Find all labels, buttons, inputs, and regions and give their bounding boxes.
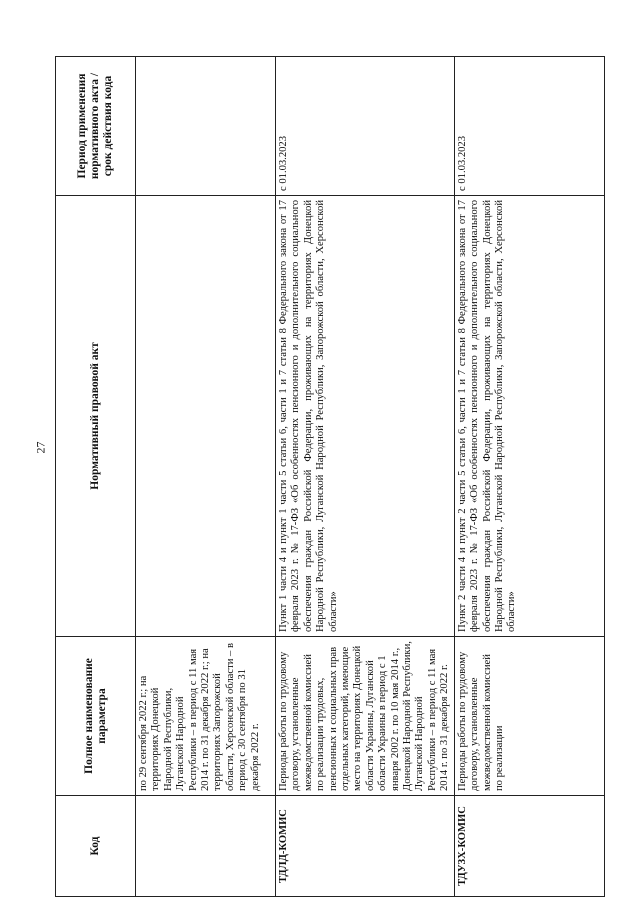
header-act: Нормативный правовой акт bbox=[56, 196, 136, 637]
row-code bbox=[136, 796, 276, 897]
row-name: Периоды работы по трудовому договору, установленные межведомственной комиссией по реализации bbox=[454, 637, 604, 796]
row-code: ТДУЗХ-КОМИС bbox=[454, 796, 604, 897]
table-header-row bbox=[56, 57, 136, 897]
header-code: Код bbox=[56, 796, 136, 897]
row-act: Пункт 2 части 4 и пункт 2 части 5 статьи 6, части 1 и 7 статьи 8 Федерального закона от 17 февраля 2023 г. № 17-ФЗ «Об особенностях пенсионного и дополнительного социального обеспечения граждан Российской Федерации, проживающих на территориях Донецкой Народной Республики, Луганской Народной Республики, Запорожской области, Херсонской области» bbox=[454, 196, 604, 637]
table-row bbox=[454, 57, 604, 897]
rotated-page bbox=[55, 57, 585, 897]
header-period: Период применения нормативного акта / срок действия кода bbox=[56, 57, 136, 196]
table-row bbox=[136, 57, 276, 897]
table-row bbox=[276, 57, 455, 897]
row-period: с 01.03.2023 bbox=[276, 57, 455, 196]
row-act bbox=[136, 196, 276, 637]
row-name: Периоды работы по трудовому договору, установленные межведомственной комиссией по реализации трудовых, пенсионных и социальных прав отдельных категорий, имеющие место на территориях Донецкой области Украины, Луганской области Украины в период с 1 января 2002 г. по 10 мая 2014 г., Донецкой Народной Республики, Луганской Народной Республики – в период с 11 мая 2014 г. по 31 декабря 2022 г. bbox=[276, 637, 455, 796]
row-period bbox=[136, 57, 276, 196]
page-number: 27 bbox=[33, 441, 48, 454]
row-period: с 01.03.2023 bbox=[454, 57, 604, 196]
row-code: ТДЛД-КОМИС bbox=[276, 796, 455, 897]
row-act: Пункт 1 части 4 и пункт 1 части 5 статьи 6, части 1 и 7 статьи 8 Федерального закона от 17 февраля 2023 г. № 17-ФЗ «Об особенностях пенсионного и дополнительного социального обеспечения граждан Российской Федерации, проживающих на территориях Донецкой Народной Республики, Луганской Народной Республики, Запорожской области, Херсонской области» bbox=[276, 196, 455, 637]
header-name: Полное наименование параметра bbox=[56, 637, 136, 796]
row-name: по 29 сентября 2022 г.; на территориях Донецкой Народной Республики, Луганской Народной Республики – в период с 11 мая 2014 г. по 31 декабря 2022 г.; на территориях Запорожской области, Херсонской области – в период с 30 сентября по 31 декабря 2022 г. bbox=[136, 637, 276, 796]
normative-acts-table bbox=[55, 56, 605, 897]
